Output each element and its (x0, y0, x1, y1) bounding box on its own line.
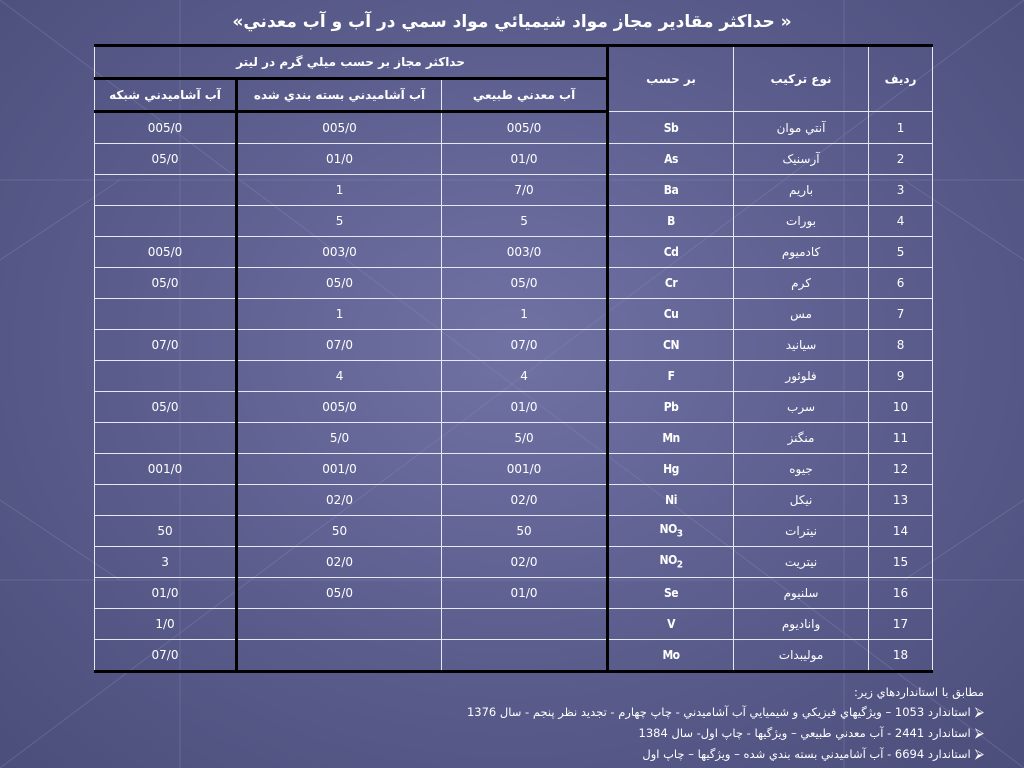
chemical-symbol (608, 330, 734, 361)
mineral-water-value: 07/0 (442, 330, 608, 361)
row-index: 17 (869, 609, 933, 640)
bottled-water-value: 01/0 (237, 144, 442, 175)
chemical-symbol (608, 454, 734, 485)
row-index: 1 (869, 112, 933, 144)
network-water-value (95, 361, 237, 392)
bottled-water-value (237, 640, 442, 672)
compound-name: نيترات (734, 516, 869, 547)
compound-name: کرم (734, 268, 869, 299)
chemical-symbol (608, 175, 734, 206)
network-water-value: 001/0 (95, 454, 237, 485)
chemical-symbol (608, 640, 734, 672)
symbol-subscript: 2 (676, 559, 683, 571)
mineral-water-value: 5 (442, 206, 608, 237)
mineral-water-value (442, 609, 608, 640)
table-row (95, 175, 933, 206)
notes-item-text: استاندارد 2441 - آب معدني طبيعي – ويژگيها - چاپ اول- سال 1384 (638, 726, 971, 740)
symbol-text: Mo (662, 648, 680, 662)
row-index: 11 (869, 423, 933, 454)
compound-name: آرسنيک (734, 144, 869, 175)
symbol-text: Mn (662, 431, 680, 445)
symbol-text: CN (663, 338, 680, 352)
compound-name: نيتريت (734, 547, 869, 578)
chemical-symbol (608, 423, 734, 454)
mineral-water-value (442, 640, 608, 672)
mineral-water-value: 4 (442, 361, 608, 392)
table-body (95, 112, 933, 672)
mineral-water-value: 003/0 (442, 237, 608, 268)
symbol-text: Ni (665, 493, 677, 507)
table-row (95, 640, 933, 672)
bottled-water-value: 1 (237, 175, 442, 206)
compound-name: واناديوم (734, 609, 869, 640)
table-row (95, 454, 933, 485)
table-row (95, 299, 933, 330)
bottled-water-value: 05/0 (237, 578, 442, 609)
mineral-water-value: 01/0 (442, 144, 608, 175)
symbol-text: B (667, 214, 675, 228)
notes-heading: مطابق با استانداردهاي زير: (853, 685, 984, 699)
compound-name: آنتي موان (734, 112, 869, 144)
bottled-water-value: 02/0 (237, 547, 442, 578)
row-index: 8 (869, 330, 933, 361)
chemical-symbol (608, 392, 734, 423)
bottled-water-value: 5 (237, 206, 442, 237)
row-index: 18 (869, 640, 933, 672)
notes-item-text: استاندارد 6694 - آب آشاميدني بسته بندي شده – ويژگيها – چاپ اول (642, 747, 971, 761)
chemical-symbol (608, 578, 734, 609)
symbol-text: Ba (663, 183, 679, 197)
table-row (95, 361, 933, 392)
compound-name: مس (734, 299, 869, 330)
chemical-symbol (608, 144, 734, 175)
symbol-text: As (664, 152, 678, 166)
mineral-water-value: 02/0 (442, 547, 608, 578)
table-row (95, 112, 933, 144)
compound-name: منگنز (734, 423, 869, 454)
network-water-value: 07/0 (95, 640, 237, 672)
bottled-water-value: 4 (237, 361, 442, 392)
compound-name: موليبدات (734, 640, 869, 672)
table-row (95, 392, 933, 423)
chemical-symbol (608, 268, 734, 299)
bottled-water-value: 003/0 (237, 237, 442, 268)
chemical-symbol (608, 547, 734, 578)
arrow-bullet-icon: ⮚ (974, 747, 984, 762)
table-row (95, 206, 933, 237)
compound-name: فلوئور (734, 361, 869, 392)
network-water-value: 005/0 (95, 112, 237, 144)
compound-name: سيانيد (734, 330, 869, 361)
table-row (95, 330, 933, 361)
page-title: « حداکثر مقادير مجاز مواد شيميائي مواد سمي در آب و آب معدني» (232, 12, 792, 32)
table-row (95, 547, 933, 578)
symbol-text: Cu (663, 307, 679, 321)
bottled-water-value: 07/0 (237, 330, 442, 361)
row-index: 6 (869, 268, 933, 299)
symbol-text: Cr (664, 276, 678, 290)
mineral-water-value: 1 (442, 299, 608, 330)
table-row (95, 423, 933, 454)
network-water-value: 05/0 (95, 268, 237, 299)
row-index: 5 (869, 237, 933, 268)
mineral-water-value: 01/0 (442, 578, 608, 609)
notes-item (384, 723, 984, 744)
chemical-symbol (608, 237, 734, 268)
header-network-water: آب آشاميدني شبکه (95, 79, 237, 112)
row-index: 14 (869, 516, 933, 547)
row-index: 13 (869, 485, 933, 516)
row-index: 15 (869, 547, 933, 578)
network-water-value (95, 485, 237, 516)
bottled-water-value: 005/0 (237, 392, 442, 423)
network-water-value: 1/0 (95, 609, 237, 640)
chemical-symbol (608, 206, 734, 237)
symbol-text: Se (663, 586, 679, 600)
symbol-text: F (667, 369, 675, 383)
compound-name: جيوه (734, 454, 869, 485)
chemical-symbol (608, 609, 734, 640)
bottled-water-value (237, 609, 442, 640)
compound-name: سرب (734, 392, 869, 423)
row-index: 3 (869, 175, 933, 206)
compound-name: باريم (734, 175, 869, 206)
header-index: رديف (869, 46, 933, 112)
arrow-bullet-icon: ⮚ (974, 726, 984, 741)
chemical-symbol (608, 112, 734, 144)
header-basis: بر حسب (608, 46, 734, 112)
chemical-symbol (608, 485, 734, 516)
mineral-water-value: 5/0 (442, 423, 608, 454)
row-index: 12 (869, 454, 933, 485)
table-row (95, 609, 933, 640)
bottled-water-value: 005/0 (237, 112, 442, 144)
row-index: 2 (869, 144, 933, 175)
mineral-water-value: 05/0 (442, 268, 608, 299)
table-row (95, 268, 933, 299)
row-index: 16 (869, 578, 933, 609)
table-row (95, 516, 933, 547)
table-row (95, 144, 933, 175)
network-water-value: 50 (95, 516, 237, 547)
mineral-water-value: 01/0 (442, 392, 608, 423)
header-max-allowed-group: حداکثر مجاز بر حسب ميلي گرم در ليتر (95, 46, 608, 79)
header-bottled-water: آب آشاميدني بسته بندي شده (237, 79, 442, 112)
network-water-value: 3 (95, 547, 237, 578)
network-water-value: 05/0 (95, 392, 237, 423)
header-compound: نوع ترکيب (734, 46, 869, 112)
row-index: 7 (869, 299, 933, 330)
mineral-water-value: 02/0 (442, 485, 608, 516)
row-index: 4 (869, 206, 933, 237)
bottled-water-value: 001/0 (237, 454, 442, 485)
mineral-water-value: 005/0 (442, 112, 608, 144)
network-water-value (95, 423, 237, 454)
symbol-text: NO (659, 522, 677, 537)
notes-item (384, 744, 984, 765)
mineral-water-value: 7/0 (442, 175, 608, 206)
network-water-value: 005/0 (95, 237, 237, 268)
table-row (95, 485, 933, 516)
network-water-value (95, 299, 237, 330)
notes-item-text: استاندارد 1053 – ويژگيهاي فيزيکي و شيميايي آب آشاميدني - چاپ چهارم - تجديد نظر پنجم - سال 1376 (466, 705, 971, 719)
arrow-bullet-icon: ⮚ (974, 705, 984, 720)
notes-item (384, 702, 984, 723)
symbol-text: Sb (663, 120, 679, 135)
bottled-water-value: 50 (237, 516, 442, 547)
bottled-water-value: 5/0 (237, 423, 442, 454)
network-water-value: 05/0 (95, 144, 237, 175)
symbol-text: Pb (663, 400, 679, 414)
table-row (95, 237, 933, 268)
symbol-text: NO (659, 553, 677, 568)
compound-name: بورات (734, 206, 869, 237)
header-mineral-water: آب معدني طبيعي (442, 79, 608, 112)
network-water-value (95, 175, 237, 206)
bottled-water-value: 02/0 (237, 485, 442, 516)
mineral-water-value: 50 (442, 516, 608, 547)
chemical-symbol (608, 361, 734, 392)
network-water-value (95, 206, 237, 237)
network-water-value: 07/0 (95, 330, 237, 361)
chemical-symbol (608, 516, 734, 547)
standards-notes (384, 682, 984, 765)
symbol-subscript: 3 (676, 528, 683, 540)
row-index: 9 (869, 361, 933, 392)
compound-name: سلنيوم (734, 578, 869, 609)
bottled-water-value: 1 (237, 299, 442, 330)
symbol-text: V (667, 617, 675, 631)
compound-name: نيکل (734, 485, 869, 516)
symbol-text: Hg (663, 462, 679, 476)
symbol-text: Cd (663, 245, 679, 259)
chemical-symbol (608, 299, 734, 330)
bottled-water-value: 05/0 (237, 268, 442, 299)
compound-name: کادميوم (734, 237, 869, 268)
mineral-water-value: 001/0 (442, 454, 608, 485)
toxic-substances-table (94, 44, 933, 673)
table-row (95, 578, 933, 609)
row-index: 10 (869, 392, 933, 423)
network-water-value: 01/0 (95, 578, 237, 609)
